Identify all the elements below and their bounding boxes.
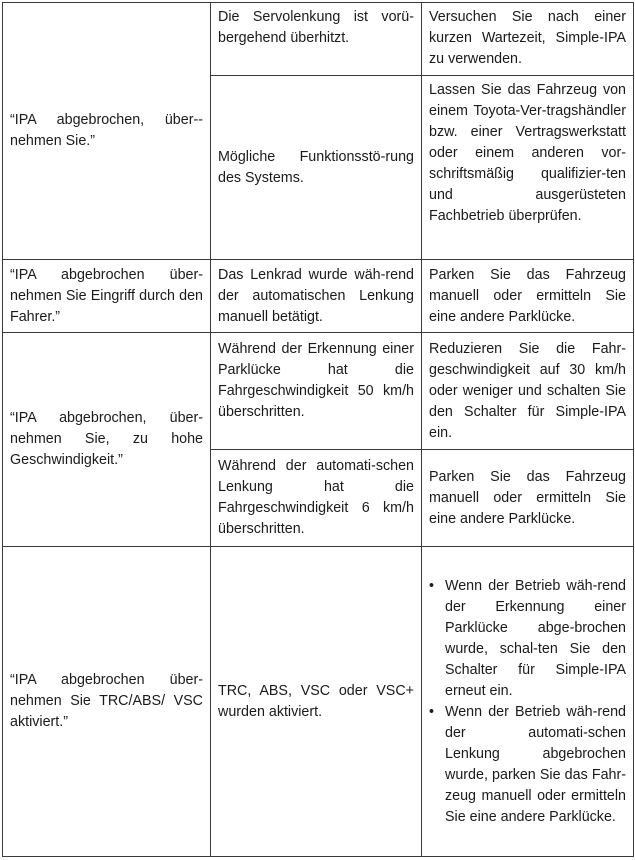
table-row — [3, 3, 634, 76]
cause-cell — [211, 76, 422, 260]
action-cell — [422, 450, 634, 547]
action-cell — [422, 76, 634, 260]
cause-cell — [211, 547, 422, 857]
cause-text: Während der automati-schen Lenkung hat die Fahrgeschwindigkeit 6 km/h überschritten. — [218, 458, 414, 537]
cause-cell — [211, 3, 422, 76]
message-cell — [3, 3, 211, 260]
cause-text: Mögliche Funktionsstö-rung des Systems. — [218, 148, 414, 186]
cause-text: TRC, ABS, VSC oder VSC+ wurden aktiviert. — [218, 682, 414, 720]
message-text: “IPA abgebrochen, über-nehmen Sie, zu hohe Geschwindigkeit.” — [10, 410, 203, 468]
action-cell — [422, 260, 634, 333]
cause-text: Während der Erkennung einer Parklücke hat die Fahrgeschwindigkeit 50 km/h überschritten. — [218, 341, 414, 420]
cause-cell — [211, 333, 422, 450]
action-bullet-list — [429, 576, 626, 828]
action-text: Parken Sie das Fahrzeug manuell oder ermitteln Sie eine andere Parklücke. — [429, 266, 626, 325]
action-cell — [422, 333, 634, 450]
action-text: Parken Sie das Fahrzeug manuell oder ermitteln Sie eine andere Parklücke. — [429, 468, 626, 527]
cause-cell — [211, 260, 422, 333]
action-text: Reduzieren Sie die Fahr-geschwindigkeit auf 30 km/h oder weniger und schalten Sie den Schalter für Simple-IPA ein. — [429, 340, 626, 441]
message-text: “IPA abgebrochen über-nehmen Sie Eingriff durch den Fahrer.” — [10, 266, 203, 325]
cause-cell — [211, 450, 422, 547]
action-cell — [422, 3, 634, 76]
list-item: • Wenn der Betrieb wäh-rend der Erkennung einer Parklücke abge-brochen wurde, schal-ten Sie den Schalter für Simple-IPA erneut ein. — [429, 576, 626, 702]
table-row — [3, 333, 634, 450]
ipa-message-table — [2, 2, 634, 857]
action-text: Versuchen Sie nach einer kurzen Wartezeit, Simple-IPA zu verwenden. — [429, 9, 626, 67]
table-row — [3, 547, 634, 857]
message-cell — [3, 260, 211, 333]
list-item: • Wenn der Betrieb wäh-rend der automati-schen Lenkung abgebrochen wurde, parken Sie das Fahr-zeug manuell oder ermitteln Sie eine andere Parklücke. — [429, 702, 626, 828]
cause-text: Das Lenkrad wurde wäh-rend der automatischen Lenkung manuell betätigt. — [218, 266, 414, 325]
action-cell — [422, 547, 634, 857]
table-row — [3, 260, 634, 333]
cause-text: Die Servolenkung ist vorü-bergehend überhitzt. — [218, 9, 414, 46]
message-text: “IPA abgebrochen über-nehmen Sie TRC/ABS/ VSC aktiviert.” — [10, 672, 203, 730]
action-text: Lassen Sie das Fahrzeug von einem Toyota-Ver-tragshändler bzw. einer Vertragswerkstatt oder einem anderen vor-schriftsmäßig qualifizier-ten und ausgerüsteten Fachbetrieb überprüfen. — [429, 82, 626, 224]
message-cell — [3, 333, 211, 547]
message-cell — [3, 547, 211, 857]
message-text: “IPA abgebrochen, über-nehmen Sie.” — [10, 112, 203, 149]
